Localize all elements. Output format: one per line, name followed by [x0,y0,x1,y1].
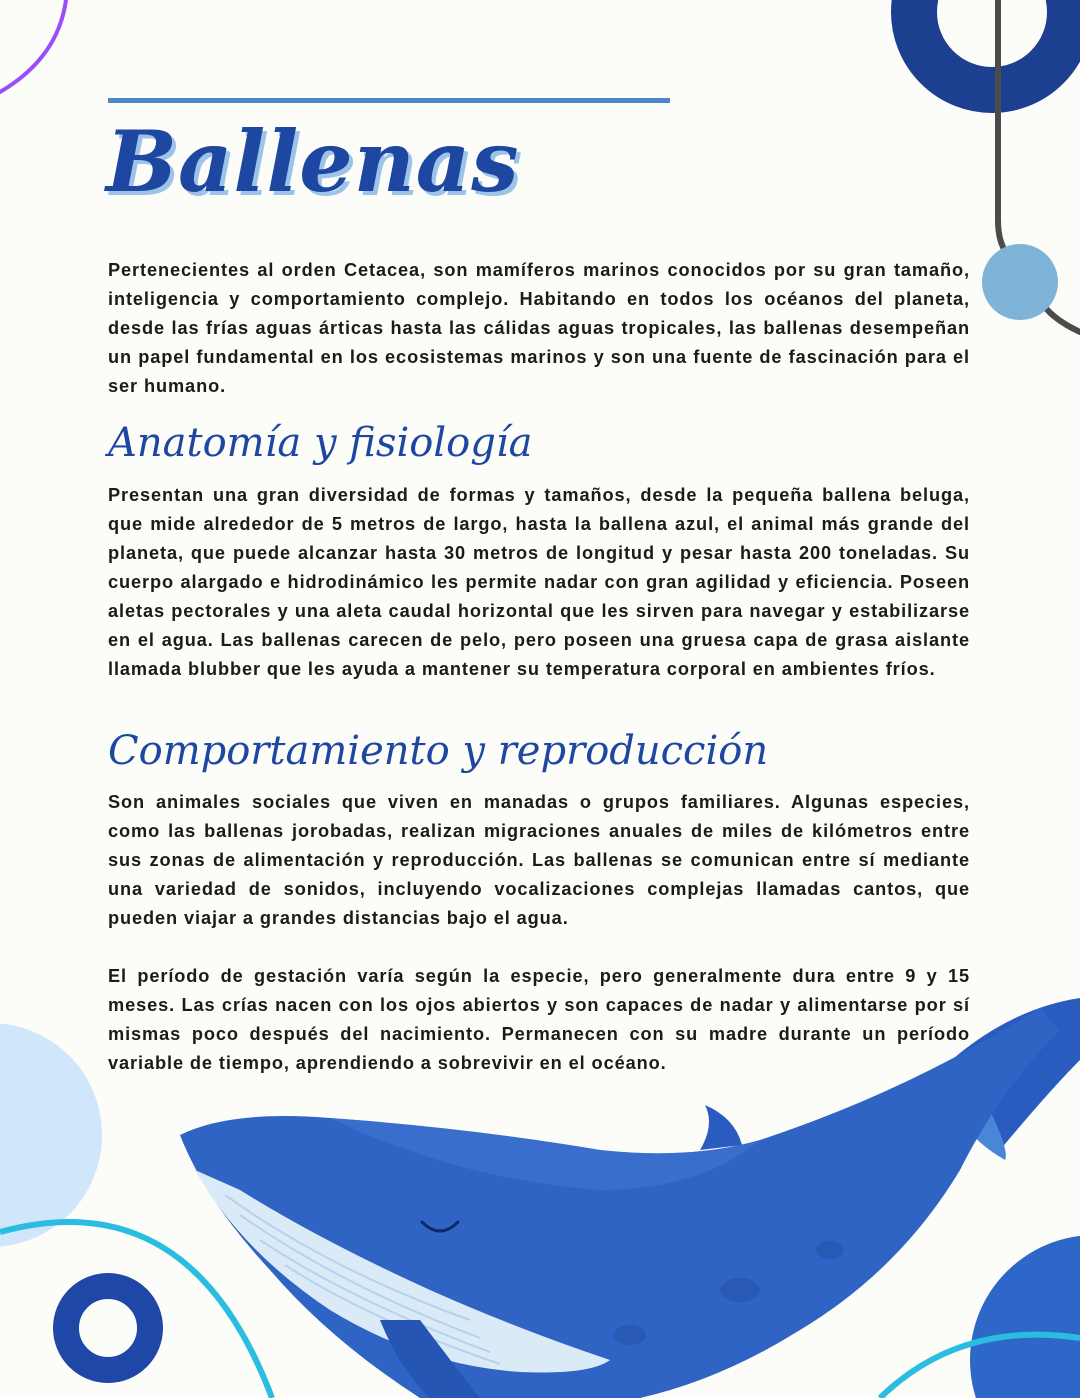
section-heading-anatomia: Anatomía y fisiología [108,420,533,466]
light-blue-half-circle [0,1023,102,1247]
blue-corner-circle [970,1235,1080,1398]
navy-small-ring [66,1286,150,1370]
section-heading-comportamiento: Comportamiento y reproducción [108,728,769,774]
page-title: Ballenas [106,112,520,211]
light-blue-dot [982,244,1058,320]
navy-ring-decoration [914,0,1070,90]
section-paragraph-anatomia: Presentan una gran diversidad de formas y tamaños, desde la pequeña ballena beluga, que mide alrededor de 5 metros de largo, hasta la ballena azul, el animal más grande del planeta, que puede alcanzar hasta 30 metros de longitud y pesar hasta 200 toneladas. Su cuerpo alargado e hidrodinámico les permite nadar con gran agilidad y eficiencia. Poseen aletas pectorales y una aleta caudal horizontal que les sirven para navegar y estabilizarse en el agua. Las ballenas carecen de pelo, pero poseen una gruesa capa de grasa aislante llamada blubber que les ayuda a mantener su temperatura corporal en ambientes fríos. [108,485,970,679]
title-accent-line [108,98,670,103]
section-paragraph-comportamiento: Son animales sociales que viven en manadas o grupos familiares. Algunas especies, como las ballenas jorobadas, realizan migraciones anuales de miles de kilómetros entre sus zonas de alimentación y reproducción. Las ballenas se comunican entre sí mediante una variedad de sonidos, incluyendo vocalizaciones complejas llamadas cantos, que pueden viajar a grandes distancias bajo el agua. [108,792,970,928]
intro-paragraph: Pertenecientes al orden Cetacea, son mamíferos marinos conocidos por su gran tamaño, inteligencia y comportamiento complejo. Habitando en todos los océanos del planeta, desde las frías aguas árticas hasta las cálidas aguas tropicales, las ballenas desempeñan un papel fundamental en los ecosistemas marinos y son una fuente de fascinación para el ser humano. [108,260,970,396]
purple-arc-decoration [0,0,66,92]
section-paragraph-reproduccion: El período de gestación varía según la especie, pero generalmente dura entre 9 y 15 meses. Las crías nacen con los ojos abiertos y son capaces de nadar y alimentarse por sí mismas poco después del nacimiento. Permanecen con su madre durante un período variable de tiempo, aprendiendo a sobrevivir en el océano. [108,966,970,1073]
